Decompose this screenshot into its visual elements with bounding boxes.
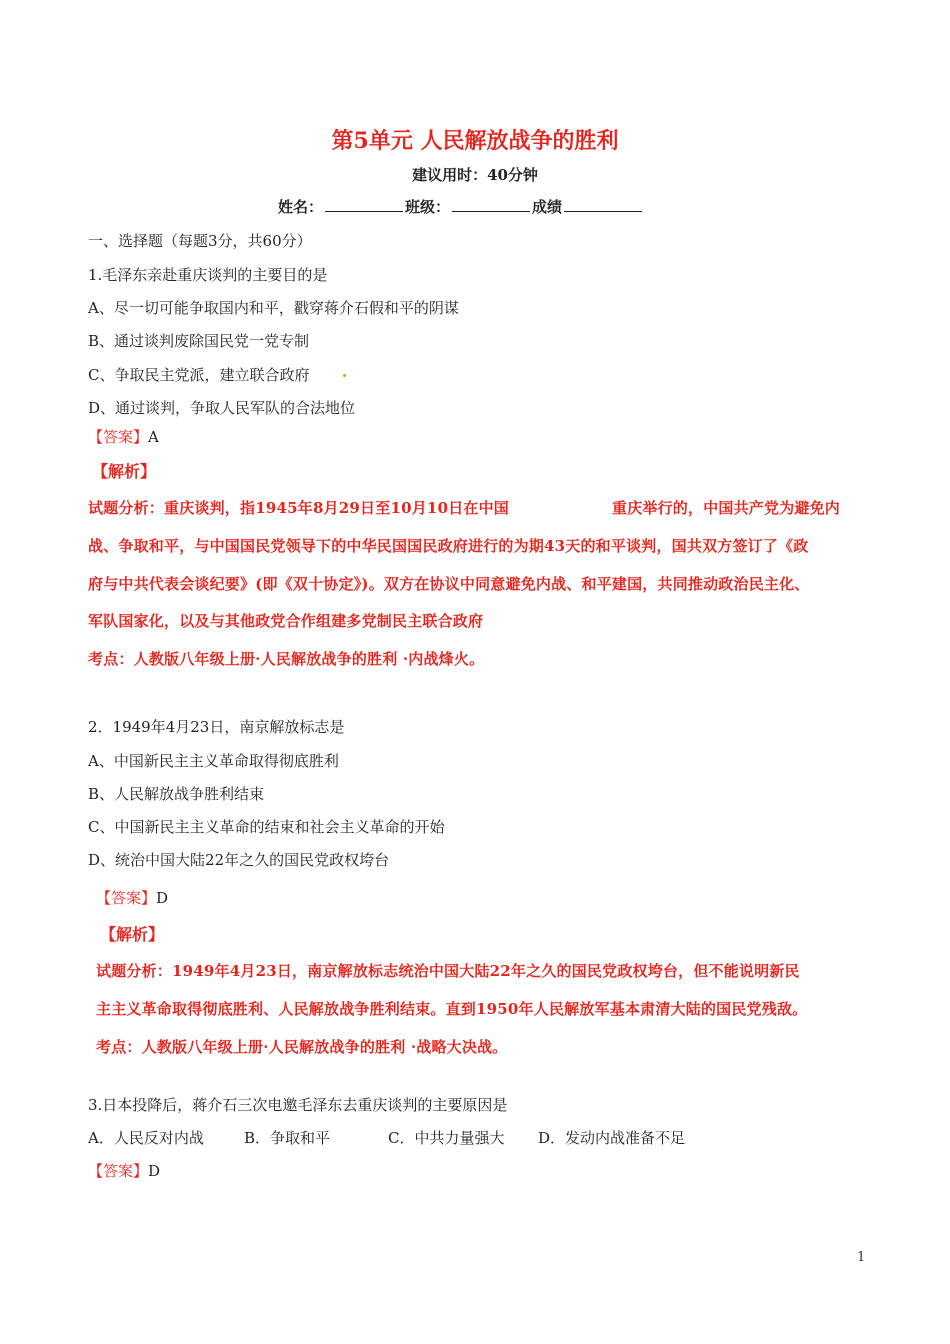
q2-option-a: A、中国新民主主义革命取得彻底胜利 [88,752,339,770]
q1-option-b: B、通过谈判废除国民党一党专制 [88,332,310,350]
q2-analysis-line-2: 主主义革命取得彻底胜利、人民解放战争胜利结束。直到1950年人民解放军基本肃清大陆的国民党残敌。 [96,1000,808,1018]
q2-analysis-line-1: 试题分析：1949年4月23日，南京解放标志统治中国大陆22年之久的国民党政权垮台，但不能说明新民 [96,962,800,980]
q1-analysis-line-3: 府与中共代表会谈纪要》(即《双十协定》)。双方在协议中同意避免内战、和平建国，共同推动政治民主化、 [88,575,810,593]
score-label: 成绩 [532,198,563,216]
name-label: 姓名： [278,198,324,216]
q2-stem: 2．1949年4月23日，南京解放标志是 [88,718,345,736]
q1-analysis-label: 【解析】 [92,462,157,481]
student-info-line [278,196,644,217]
score-blank [564,197,642,212]
class-blank [452,197,530,212]
section-title: 一、选择题（每题3分，共60分） [88,232,312,250]
q2-option-d: D、统治中国大陆22年之久的国民党政权垮台 [88,851,390,869]
answer-label: 【答案】 [96,889,157,907]
q3-option-c: C．中共力量强大 [388,1129,505,1147]
q1-analysis-line-4: 军队国家化，以及与其他政党合作组建多党制民主联合政府 [88,612,484,630]
answer-value: D [148,1162,161,1180]
q1-analysis-line-2: 战、争取和平，与中国国民党领导下的中华民国国民政府进行的为期43天的和平谈判，国共双方签订了《政 [88,537,809,555]
name-blank [325,197,403,212]
suggested-time: 建议用时：40分钟 [412,166,538,184]
answer-value: D [156,889,169,907]
q3-stem: 3.日本投降后，蒋介石三次电邀毛泽东去重庆谈判的主要原因是 [88,1096,508,1114]
page-title: 第5单元 人民解放战争的胜利 [331,128,619,154]
q2-answer [96,887,168,908]
answer-label: 【答案】 [88,1162,149,1180]
q1-analysis-line-1b: 重庆举行的，中国共产党为避免内 [612,499,841,517]
q1-stem: 1.毛泽东亲赴重庆谈判的主要目的是 [88,266,328,284]
q1-answer [88,426,159,447]
class-label: 班级： [405,198,451,216]
q3-option-d: D．发动内战准备不足 [538,1129,686,1147]
q1-option-c: C、争取民主党派，建立联合政府 [88,366,310,384]
q3-answer [88,1160,160,1181]
q3-option-b: B．争取和平 [244,1129,331,1147]
answer-value: A [148,428,159,446]
q2-analysis-label: 【解析】 [100,925,165,944]
q2-option-c: C、中国新民主主义革命的结束和社会主义革命的开始 [88,818,445,836]
q1-option-d: D、通过谈判，争取人民军队的合法地位 [88,399,356,417]
stray-dot [343,374,346,377]
q3-option-a: A．人民反对内战 [88,1129,204,1147]
answer-label: 【答案】 [88,428,149,446]
q1-option-a: A、尽一切可能争取国内和平，戳穿蒋介石假和平的阴谋 [88,299,459,317]
q2-kaodian: 考点：人教版八年级上册·人民解放战争的胜利 ·战略大决战。 [96,1038,508,1056]
q1-kaodian: 考点：人教版八年级上册·人民解放战争的胜利 ·内战烽火。 [88,650,485,668]
q2-option-b: B、人民解放战争胜利结束 [88,785,265,803]
page-number: 1 [857,1250,866,1265]
q1-analysis-line-1: 试题分析：重庆谈判，指1945年8月29日至10月10日在中国 [88,499,510,517]
